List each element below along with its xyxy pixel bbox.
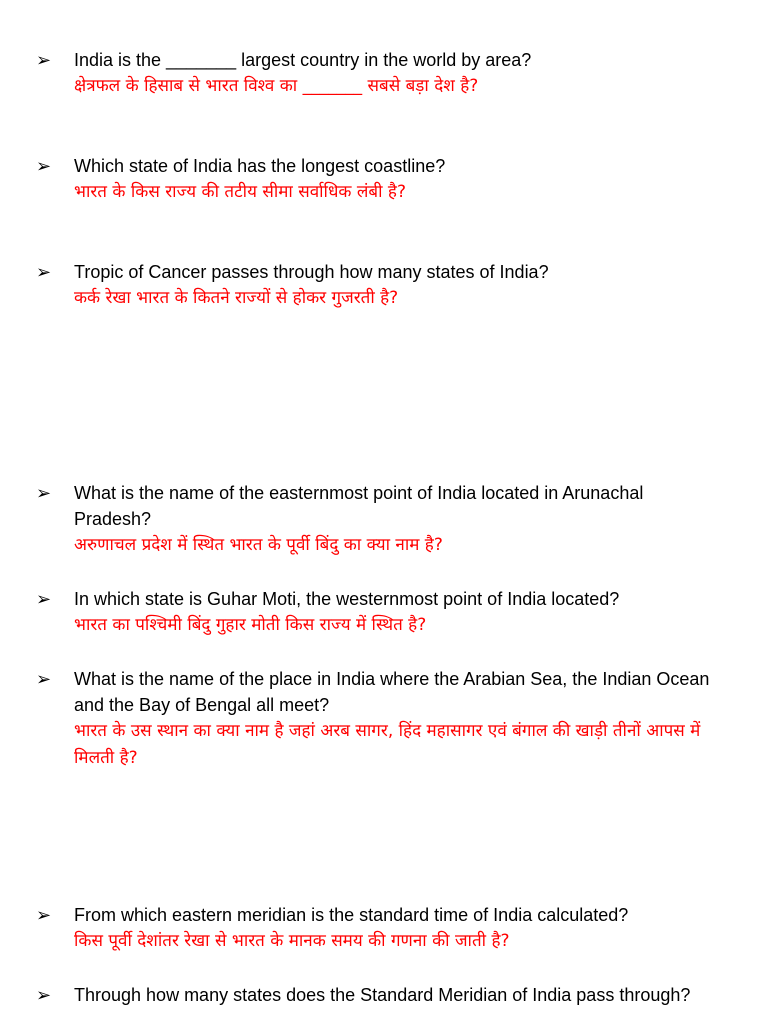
question-english: India is the _______ largest country in the world by area? [74,50,532,70]
question-text [74,480,724,559]
question-hindi: कर्क रेखा भारत के कितने राज्यों से होकर गुजरती है? [74,288,399,308]
question-english: From which eastern meridian is the standard time of India calculated? [74,905,629,925]
question-english: In which state is Guhar Moti, the westernmost point of India located? [74,589,620,609]
bullet-arrow-icon: ➢ [36,156,52,176]
question-text [74,259,724,312]
bullet-arrow-icon: ➢ [36,262,52,282]
question-hindi: भारत का पश्चिमी बिंदु गुहार मोती किस राज्य में स्थित है? [74,615,427,635]
question-text [74,47,724,100]
question-english: Which state of India has the longest coastline? [74,156,446,176]
question-text [74,982,724,1008]
bullet-arrow-icon: ➢ [36,985,52,1005]
bullet-arrow-icon: ➢ [36,669,52,689]
bullet-arrow-icon: ➢ [36,50,52,70]
question-hindi: किस पूर्वी देशांतर रेखा से भारत के मानक समय की गणना की जाती है? [74,931,510,951]
bullet-arrow-icon: ➢ [36,589,52,609]
question-text [74,586,724,639]
question-hindi: अरुणाचल प्रदेश में स्थित भारत के पूर्वी बिंदु का क्या नाम है? [74,535,443,555]
question-text [74,902,724,955]
question-english: What is the name of the place in India where the Arabian Sea, the Indian Ocean and the Bay of Bengal all meet? [74,669,710,715]
question-english: Through how many states does the Standard Meridian of India pass through? [74,985,691,1005]
question-hindi: भारत के उस स्थान का क्या नाम है जहां अरब सागर, हिंद महासागर एवं बंगाल की खाड़ी तीनों आपस में मिलती है? [74,721,701,768]
question-hindi: क्षेत्रफल के हिसाब से भारत विश्व का _______ सबसे बड़ा देश है? [74,76,479,96]
question-hindi: भारत के किस राज्य की तटीय सीमा सर्वाधिक लंबी है? [74,182,406,202]
question-english: What is the name of the easternmost point of India located in Arunachal Pradesh? [74,483,644,529]
question-text [74,153,724,206]
bullet-arrow-icon: ➢ [36,483,52,503]
question-text [74,666,724,772]
question-english: Tropic of Cancer passes through how many states of India? [74,262,549,282]
bullet-arrow-icon: ➢ [36,905,52,925]
